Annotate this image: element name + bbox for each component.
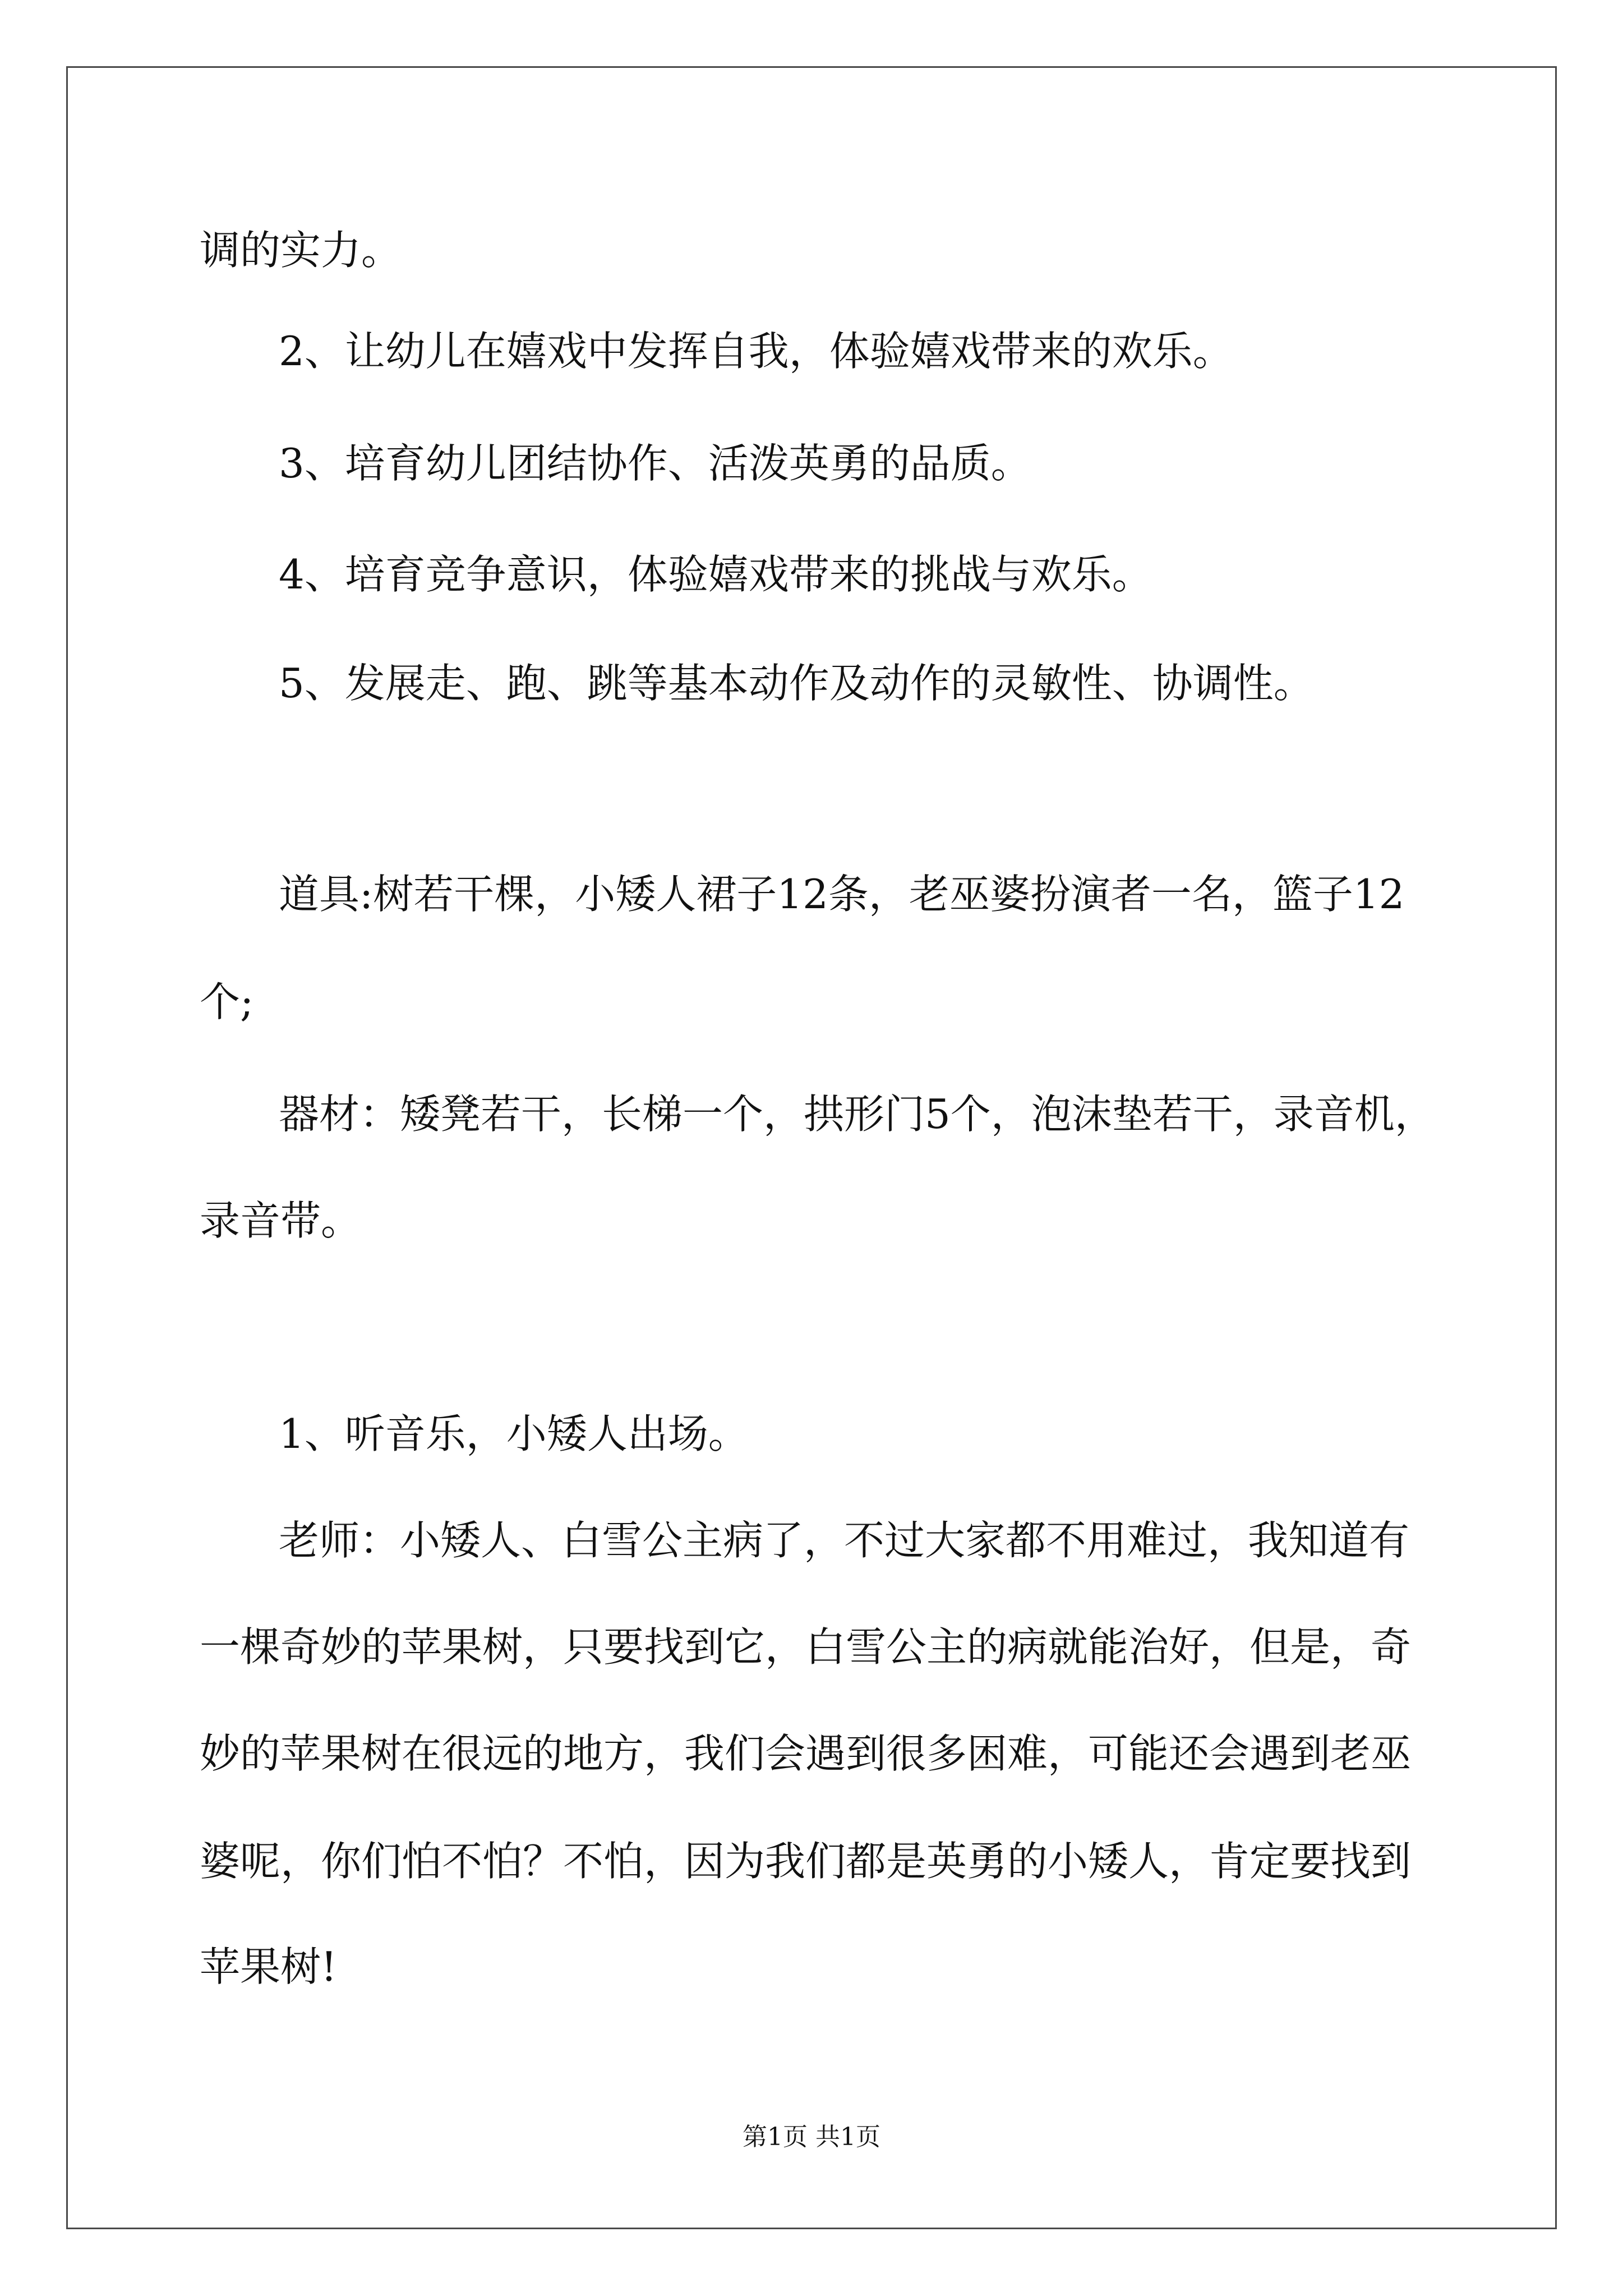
page-number-footer: 第1页 共1页 [743,2123,880,2151]
text-line-14: 婆呢，你们怕不怕？不怕，因为我们都是英勇的小矮人，肯定要找到 [200,1838,1412,1885]
text-line-6: 道具:树若干棵，小矮人裙子12条，老巫婆扮演者一名，篮子12 [279,871,1405,918]
page-border [66,66,1557,2229]
text-line-15: 苹果树! [200,1943,337,1990]
text-line-1: 调的实力。 [200,227,402,274]
text-line-12: 一棵奇妙的苹果树，只要找到它，白雪公主的病就能治好，但是，奇 [200,1623,1412,1671]
text-line-4: 4、培育竞争意识，体验嬉戏带来的挑战与欢乐。 [279,551,1152,598]
text-line-13: 妙的苹果树在很远的地方，我们会遇到很多困难，可能还会遇到老巫 [200,1730,1412,1777]
text-line-2: 2、让幼儿在嬉戏中发挥自我，体验嬉戏带来的欢乐。 [279,328,1233,375]
text-line-5: 5、发展走、跑、跳等基本动作及动作的灵敏性、协调性。 [279,660,1314,707]
text-line-9: 录音带。 [200,1197,362,1244]
text-line-3: 3、培育幼儿团结协作、活泼英勇的品质。 [279,440,1031,487]
text-line-8: 器材：矮凳若干，长梯一个，拱形门5个，泡沫垫若干，录音机， [279,1091,1435,1138]
text-line-11: 老师：小矮人、白雪公主病了，不过大家都不用难过，我知道有 [279,1517,1410,1564]
text-line-10: 1、听音乐，小矮人出场。 [279,1410,749,1457]
text-line-7: 个; [200,978,254,1025]
